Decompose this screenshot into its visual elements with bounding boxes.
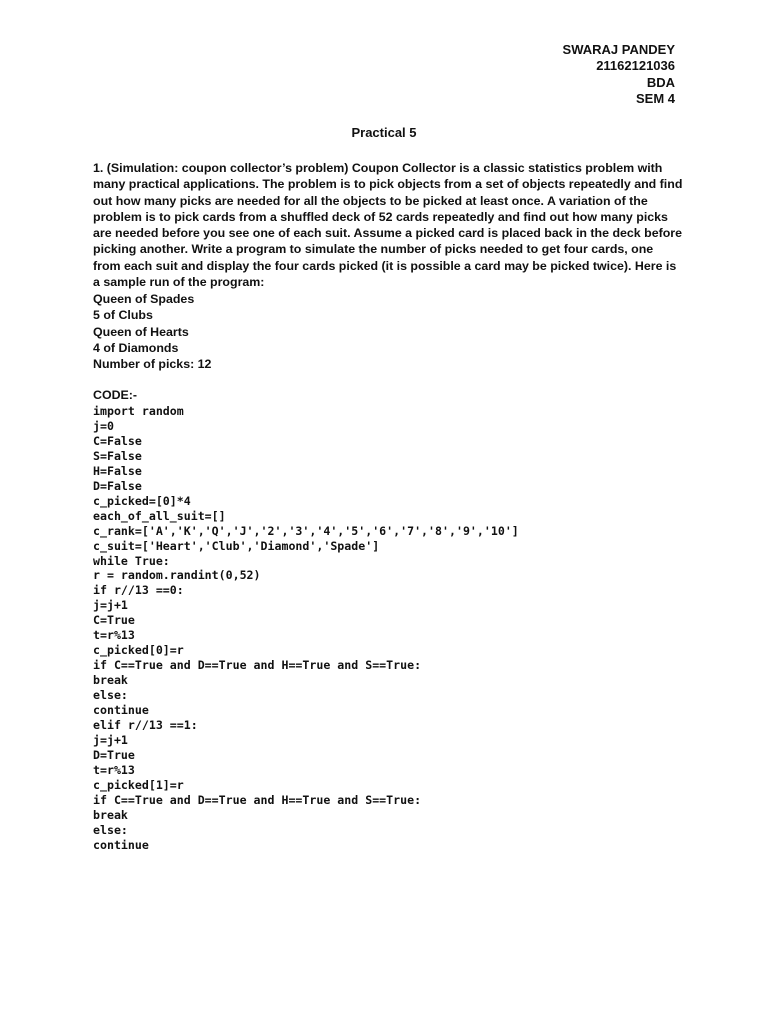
code-line: j=j+1: [93, 732, 128, 747]
code-line: break: [93, 807, 128, 822]
code-line: S=False: [93, 448, 142, 463]
code-line: else:: [93, 822, 128, 837]
code-line: C=True: [93, 613, 135, 628]
code-line: continue: [93, 837, 149, 852]
code-line: elif r//13 ==1:: [93, 718, 198, 733]
roll-number: 21162121036: [596, 58, 675, 74]
code-line: if r//13 ==0:: [93, 583, 184, 598]
code-line: if C==True and D==True and H==True and S==True:: [93, 792, 422, 807]
code-line: j=j+1: [93, 598, 128, 613]
code-line: t=r%13: [93, 628, 135, 643]
code-line: D=False: [93, 478, 142, 493]
author-name: SWARAJ PANDEY: [562, 42, 675, 57]
code-line: break: [93, 673, 128, 688]
sample-line: Queen of Hearts: [93, 324, 189, 339]
author-header: [563, 42, 675, 107]
code-line: H=False: [93, 463, 142, 478]
sample-line: Number of picks: 12: [93, 357, 212, 372]
code-block: [93, 404, 519, 853]
sample-line: Queen of Spades: [93, 292, 195, 306]
code-label: CODE:-: [93, 388, 138, 402]
page-title: Practical 5: [351, 125, 417, 140]
semester: SEM 4: [635, 90, 675, 106]
code-line: if C==True and D==True and H==True and S==True:: [93, 658, 422, 673]
sample-line: 5 of Clubs: [93, 308, 153, 323]
code-line: c_picked[1]=r: [93, 777, 184, 792]
code-line: c_picked=[0]*4: [93, 493, 191, 508]
question-text: 1. (Simulation: coupon collector’s problem) Coupon Collector is a classic statistics problem with many practical applications. The problem is to pick objects from a set of objects repeatedly and find out how many picks are needed for all the objects to be picked at least once. A variation of the problem is to pick cards from a shuffled deck of 52 cards repeatedly and find out how many picks are needed before you see one of each suit. Assume a picked card is placed back in the deck before picking another. Write a program to simulate the number of picks needed to get four cards, one from each suit and display the four cards picked (it is possible a card may be picked twice). Here is a sample run of the program:: [93, 161, 683, 290]
sample-run: [93, 291, 211, 372]
code-line: each_of_all_suit=[]: [93, 508, 226, 523]
code-line: D=True: [93, 747, 135, 762]
code-line: else:: [93, 688, 128, 703]
code-line: continue: [93, 703, 149, 718]
code-line: c_picked[0]=r: [93, 643, 184, 658]
code-line: while True:: [93, 553, 170, 568]
code-line: j=0: [93, 418, 114, 433]
code-line: t=r%13: [93, 762, 135, 777]
code-line: C=False: [93, 433, 142, 448]
course-name: BDA: [646, 74, 675, 90]
code-line: c_rank=['A','K','Q','J','2','3','4','5','6','7','8','9','10']: [93, 523, 519, 538]
code-line: import random: [93, 404, 184, 418]
code-line: c_suit=['Heart','Club','Diamond','Spade']: [93, 538, 380, 553]
code-line: r = random.randint(0,52): [93, 568, 261, 583]
sample-line: 4 of Diamonds: [93, 340, 179, 355]
question-paragraph: [93, 160, 683, 290]
